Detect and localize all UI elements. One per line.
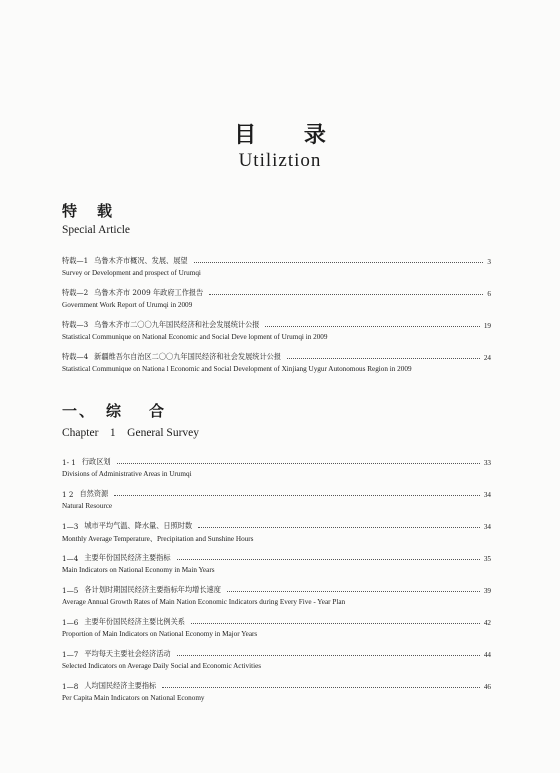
- entry-title-en: Proportion of Main Indicators on National Economy in Major Years: [62, 630, 258, 638]
- section-chapter1-number: 一、: [62, 402, 97, 420]
- toc-entry-1-4[interactable]: [62, 549, 491, 581]
- entry-code: 1—7: [62, 650, 79, 659]
- entry-title-zh: 平均每天主要社会经济活动: [84, 649, 171, 658]
- section-chapter1-title-zh: [62, 400, 490, 421]
- entry-page-number: 34: [483, 491, 491, 499]
- section-special-char-2: 载: [97, 202, 115, 220]
- toc-entry-1-6[interactable]: [62, 613, 491, 645]
- entry-page-number: 33: [483, 459, 491, 467]
- dot-leader: [114, 495, 480, 496]
- entry-code: 1—6: [62, 618, 79, 627]
- entry-title-en: Monthly Average Temperature、Precipitation and Sunshine Hours: [62, 535, 254, 543]
- section-special-heading: [62, 200, 490, 236]
- toc-entry-1-3[interactable]: [62, 517, 491, 549]
- entry-title-en: Survey or Development and prospect of Urumqi: [62, 269, 201, 277]
- entry-title-en: Per Capita Main Indicators on National Economy: [62, 694, 205, 702]
- entry-page-number: 39: [483, 587, 491, 595]
- entry-page-number: 24: [483, 354, 491, 362]
- entry-code: 特载—1: [62, 256, 89, 265]
- chapter1-entries: [62, 453, 491, 709]
- entry-page-number: 35: [483, 555, 491, 563]
- entry-page-number: 34: [483, 523, 491, 531]
- dot-leader: [162, 687, 480, 688]
- section-chapter1-heading: [62, 400, 490, 440]
- entry-title-zh: 乌鲁木齐市二〇〇九年国民经济和社会发展统计公报: [94, 320, 260, 329]
- page-title-zh: 目 录: [234, 122, 346, 148]
- dot-leader: [209, 294, 483, 295]
- entry-title-en: Selected Indicators on Average Daily Social and Economic Activities: [62, 662, 262, 670]
- entry-page-number: 19: [483, 322, 491, 330]
- dot-leader: [194, 262, 484, 263]
- entry-title-zh: 城市平均气温、降水量、日照时数: [84, 521, 193, 530]
- dot-leader: [265, 326, 479, 327]
- toc-entry-1-2[interactable]: [62, 485, 491, 517]
- toc-entry-special-1[interactable]: [62, 252, 491, 284]
- dot-leader: [198, 527, 480, 528]
- entry-code: 1—5: [62, 586, 79, 595]
- section-special-title-zh: [62, 200, 490, 221]
- entry-title-zh: 主要年份国民经济主要比例关系: [84, 617, 185, 626]
- entry-page-number: 42: [483, 619, 491, 627]
- entry-title-zh: 乌鲁木齐市概况、发展、展望: [94, 256, 188, 265]
- toc-entry-1-1[interactable]: [62, 453, 491, 485]
- toc-entry-special-4[interactable]: [62, 348, 491, 380]
- entry-title-zh: 新疆维吾尔自治区二〇〇九年国民经济和社会发展统计公报: [94, 352, 282, 361]
- entry-title-en: Main Indicators on National Economy in Main Years: [62, 566, 215, 574]
- entry-title-en: Divisions of Administrative Areas in Urumqi: [62, 470, 192, 478]
- entry-page-number: 3: [487, 258, 491, 266]
- dot-leader: [287, 358, 480, 359]
- entry-title-en: Statistical Communique on National Economic and Social Deve lopment of Urumqi in 2009: [62, 333, 328, 341]
- section-chapter1-title-en: Chapter 1 General Survey: [62, 427, 200, 439]
- section-special-title-en: Special Article: [62, 224, 131, 236]
- page-title-en: Utiliztion: [238, 150, 322, 171]
- dot-leader: [117, 463, 480, 464]
- entry-title-en: Average Annual Growth Rates of Main Nation Economic Indicators during Every Five - Year Plan: [62, 598, 346, 606]
- entry-code: 特载—2: [62, 288, 89, 297]
- entry-code: 特载—3: [62, 320, 89, 329]
- dot-leader: [177, 655, 480, 656]
- entry-code: 特载—4: [62, 352, 89, 361]
- entry-code: 1—4: [62, 554, 79, 563]
- section-chapter1-char-1: 综: [106, 402, 124, 420]
- entry-code: 1—8: [62, 682, 79, 691]
- dot-leader: [227, 591, 480, 592]
- entry-title-zh: 自然资源: [79, 489, 109, 498]
- entry-title-en: Statistical Communique on Nationa l Economic and Social Development of Xinjiang Uygur Autonomous Region in 2009: [62, 365, 412, 373]
- toc-entry-1-8[interactable]: [62, 677, 491, 709]
- dot-leader: [177, 559, 480, 560]
- toc-entry-1-7[interactable]: [62, 645, 491, 677]
- dot-leader: [191, 623, 480, 624]
- entry-title-zh: 各计划时期国民经济主要指标年均增长速度: [84, 585, 221, 594]
- section-special-char-1: 特: [62, 202, 80, 220]
- entry-page-number: 6: [487, 290, 491, 298]
- toc-entry-special-2[interactable]: [62, 284, 491, 316]
- entry-title-zh: 主要年份国民经济主要指标: [84, 553, 171, 562]
- entry-title-en: Natural Resource: [62, 502, 113, 510]
- entry-title-zh: 人均国民经济主要指标: [84, 681, 157, 690]
- toc-entry-special-3[interactable]: [62, 316, 491, 348]
- entry-code: 1—3: [62, 522, 79, 531]
- toc-entry-1-5[interactable]: [62, 581, 491, 613]
- entry-code: 1 2: [62, 490, 74, 499]
- entry-code: 1- 1: [62, 458, 76, 467]
- entry-title-zh: 乌鲁木齐市 2009 年政府工作报告: [94, 288, 204, 297]
- special-entries: [62, 252, 491, 380]
- entry-page-number: 44: [483, 651, 491, 659]
- section-chapter1-char-2: 合: [149, 402, 167, 420]
- entry-page-number: 46: [483, 683, 491, 691]
- entry-title-en: Government Work Report of Urumqi in 2009: [62, 301, 193, 309]
- entry-title-zh: 行政区划: [81, 457, 111, 466]
